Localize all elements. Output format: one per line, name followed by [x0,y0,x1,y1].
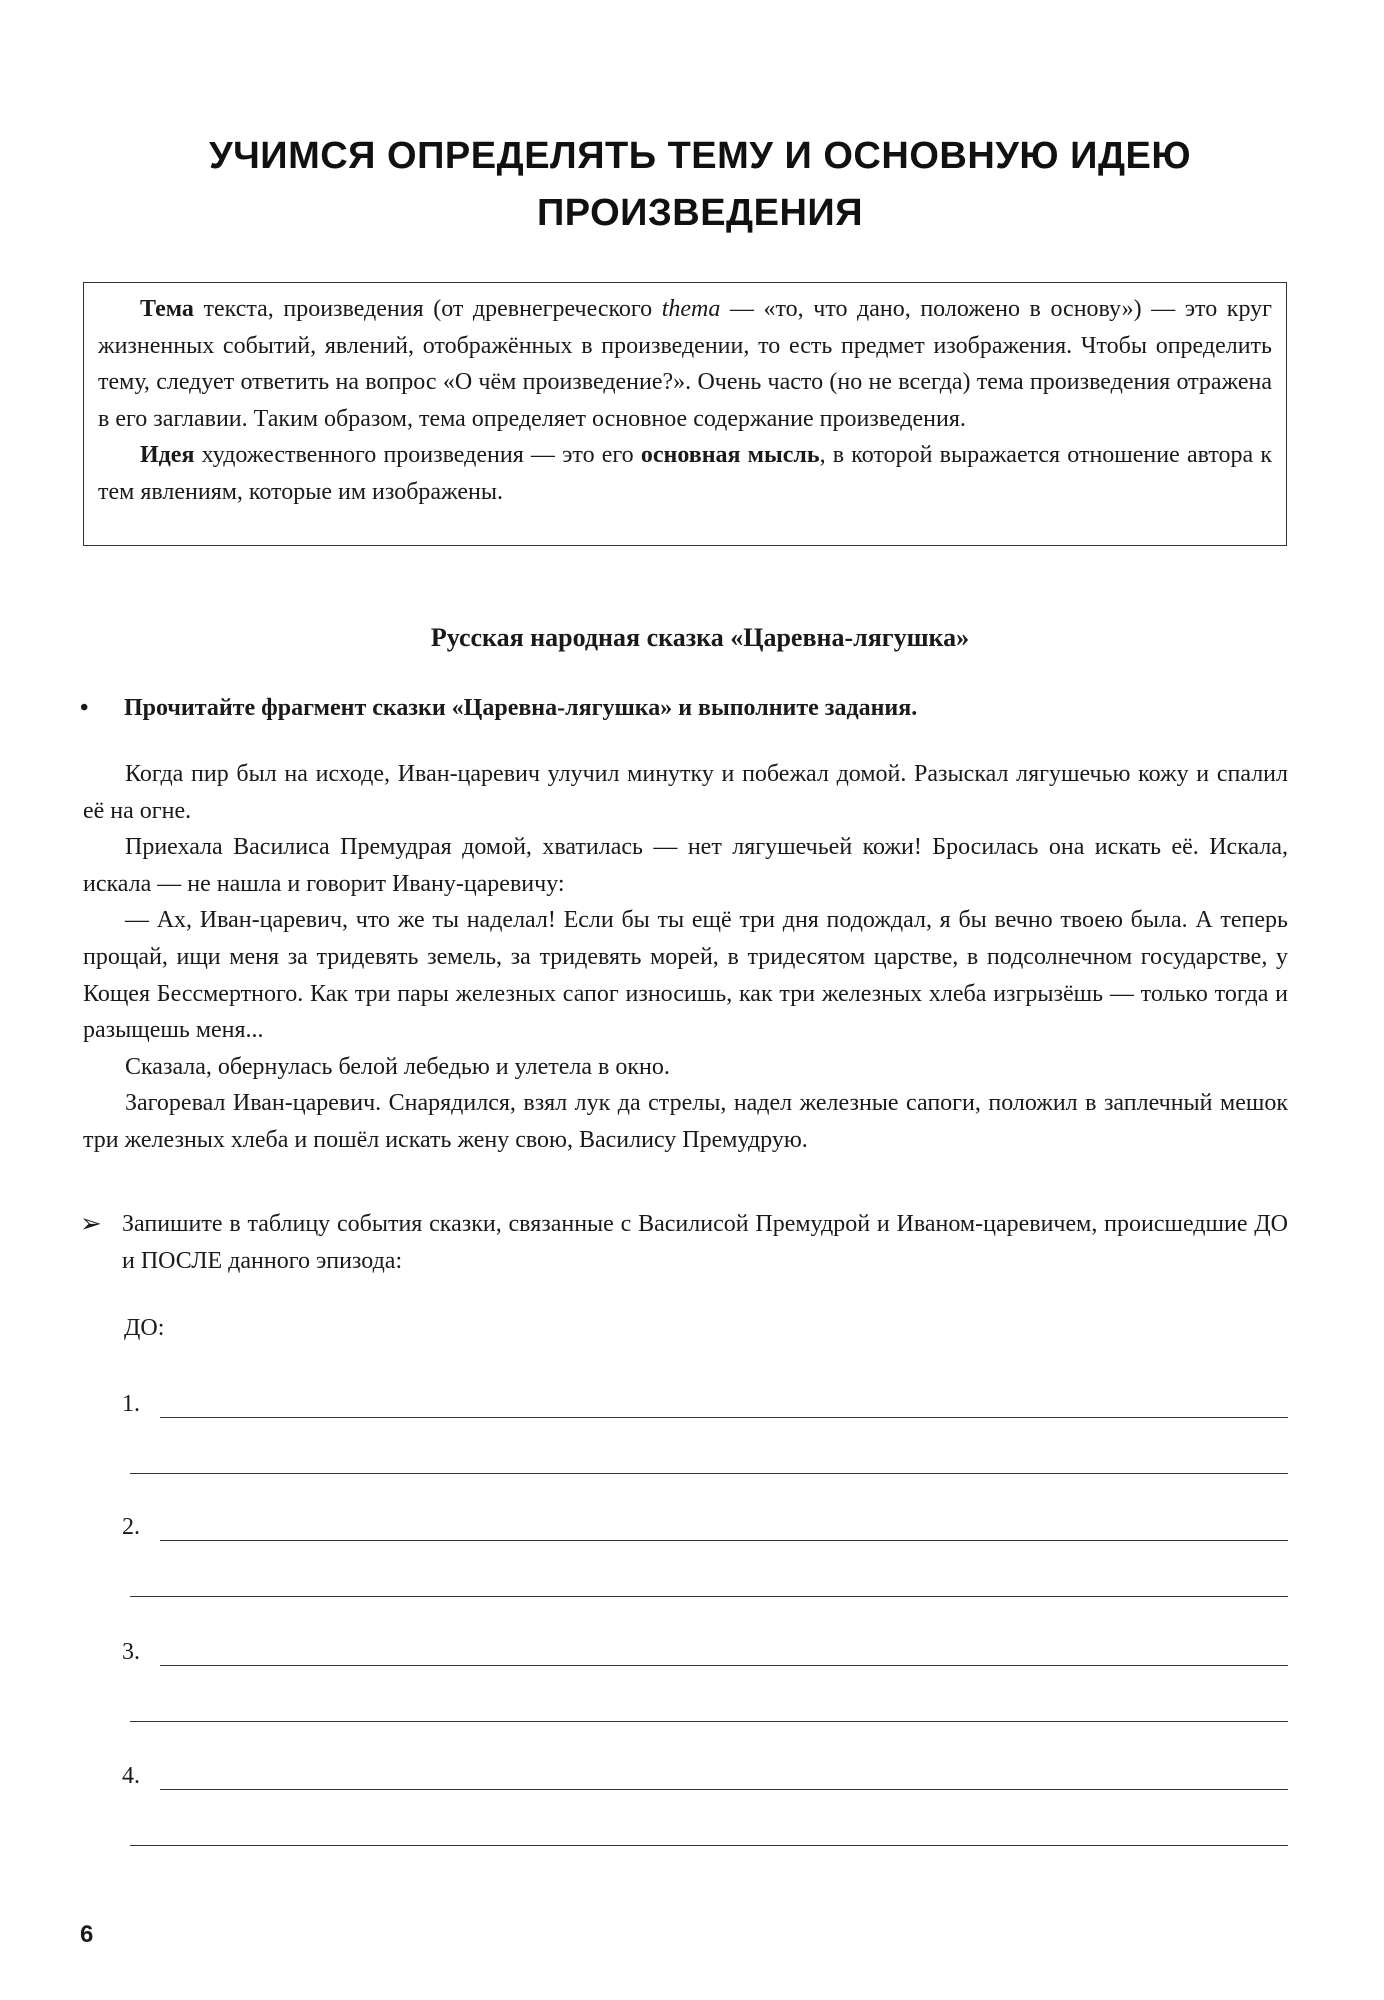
bullet-icon: • [80,695,89,721]
page-title [120,128,1280,242]
answer-line[interactable] [160,1417,1288,1418]
reading-instruction [80,690,1280,726]
answer-item-2 [118,1509,1288,1619]
definition-box [83,282,1287,546]
theme-term: Тема [140,296,194,322]
answer-item-4 [118,1758,1288,1868]
answer-item-3 [118,1634,1288,1744]
theme-definition [98,291,1272,437]
idea-bold-phrase: основная мысль [640,442,820,468]
answer-line[interactable] [160,1665,1288,1666]
answer-item-1 [118,1386,1288,1496]
story-excerpt [83,756,1288,1159]
excerpt-paragraph: Приехала Василиса Премудрая домой, хватилась — нет лягушечьей кожи! Бросилась она искать её. Искала, искала — не нашла и говорит Ивану-царевичу: [83,834,1288,897]
instruction-text: Прочитайте фрагмент сказки «Царевна-лягушка» и выполните задания. [124,695,918,721]
excerpt-paragraph: Загоревал Иван-царевич. Снарядился, взял лук да стрелы, надел железные сапоги, положил в заплечный мешок три железных хлеба и пошёл искать жену свою, Василису Премудрую. [83,1090,1288,1153]
writing-task [80,1206,1288,1279]
theme-text-2: — «то, что дано, положено в основу») — это круг жизненных событий, явлений, отображённых в произведении, то есть предмет изображения. Чтобы определить тему, следует ответить на вопрос «О чём произведение?». Очень часто (но не всегда) тема произведения отражена в его заглавии. Таким образом, тема определяет основное содержание произведения. [98,296,1272,432]
answer-number: 1. [122,1391,140,1417]
excerpt-paragraph: Когда пир был на исходе, Иван-царевич улучил минутку и побежал домой. Разыскал лягушечью кожу и спалил её на огне. [83,761,1288,824]
before-label: ДО: [124,1315,165,1341]
theme-text-1: текста, произведения (от древнегреческого [193,296,662,322]
idea-term: Идея [140,442,195,468]
story-title: Русская народная сказка «Царевна-лягушка» [430,623,970,652]
idea-text-1: художественного произведения — это его [194,442,641,468]
answer-number: 3. [122,1639,140,1665]
answer-line[interactable] [130,1596,1288,1597]
excerpt-paragraph: Сказала, обернулась белой лебедью и улетела в окно. [125,1053,670,1080]
answer-number: 2. [122,1514,140,1540]
page-title-line-2: ПРОИЗВЕДЕНИЯ [536,192,864,234]
page-number: 6 [80,1921,94,1948]
arrow-icon: ➢ [80,1209,102,1238]
answer-line[interactable] [130,1845,1288,1846]
answer-line[interactable] [130,1473,1288,1474]
excerpt-paragraph: — Ах, Иван-царевич, что же ты наделал! Если бы ты ещё три дня подождал, я бы вечно твоею была. А теперь прощай, ищи меня за тридевять земель, за тридевять морей, в тридесятом царстве, в подсолнечном государстве, у Кощея Бессмертного. Как три пары железных сапог износишь, как три железных хлеба изгрызёшь — только тогда и разыщешь меня... [83,907,1288,1044]
idea-definition [98,437,1272,510]
answer-line[interactable] [160,1540,1288,1541]
idea-text-2: , в которой выражается отношение автора к тем явлениям, которые им изображены. [98,442,1272,505]
page-title-line-1: УЧИМСЯ ОПРЕДЕЛЯТЬ ТЕМУ И ОСНОВНУЮ ИДЕЮ [208,135,1192,177]
answer-line[interactable] [130,1721,1288,1722]
theme-greek-word: thema [661,296,721,322]
answer-number: 4. [122,1763,140,1789]
task-text: Запишите в таблицу события сказки, связанные с Василисой Премудрой и Иваном-царевичем, происшедшие ДО и ПОСЛЕ данного эпизода: [122,1211,1288,1274]
answer-line[interactable] [160,1789,1288,1790]
